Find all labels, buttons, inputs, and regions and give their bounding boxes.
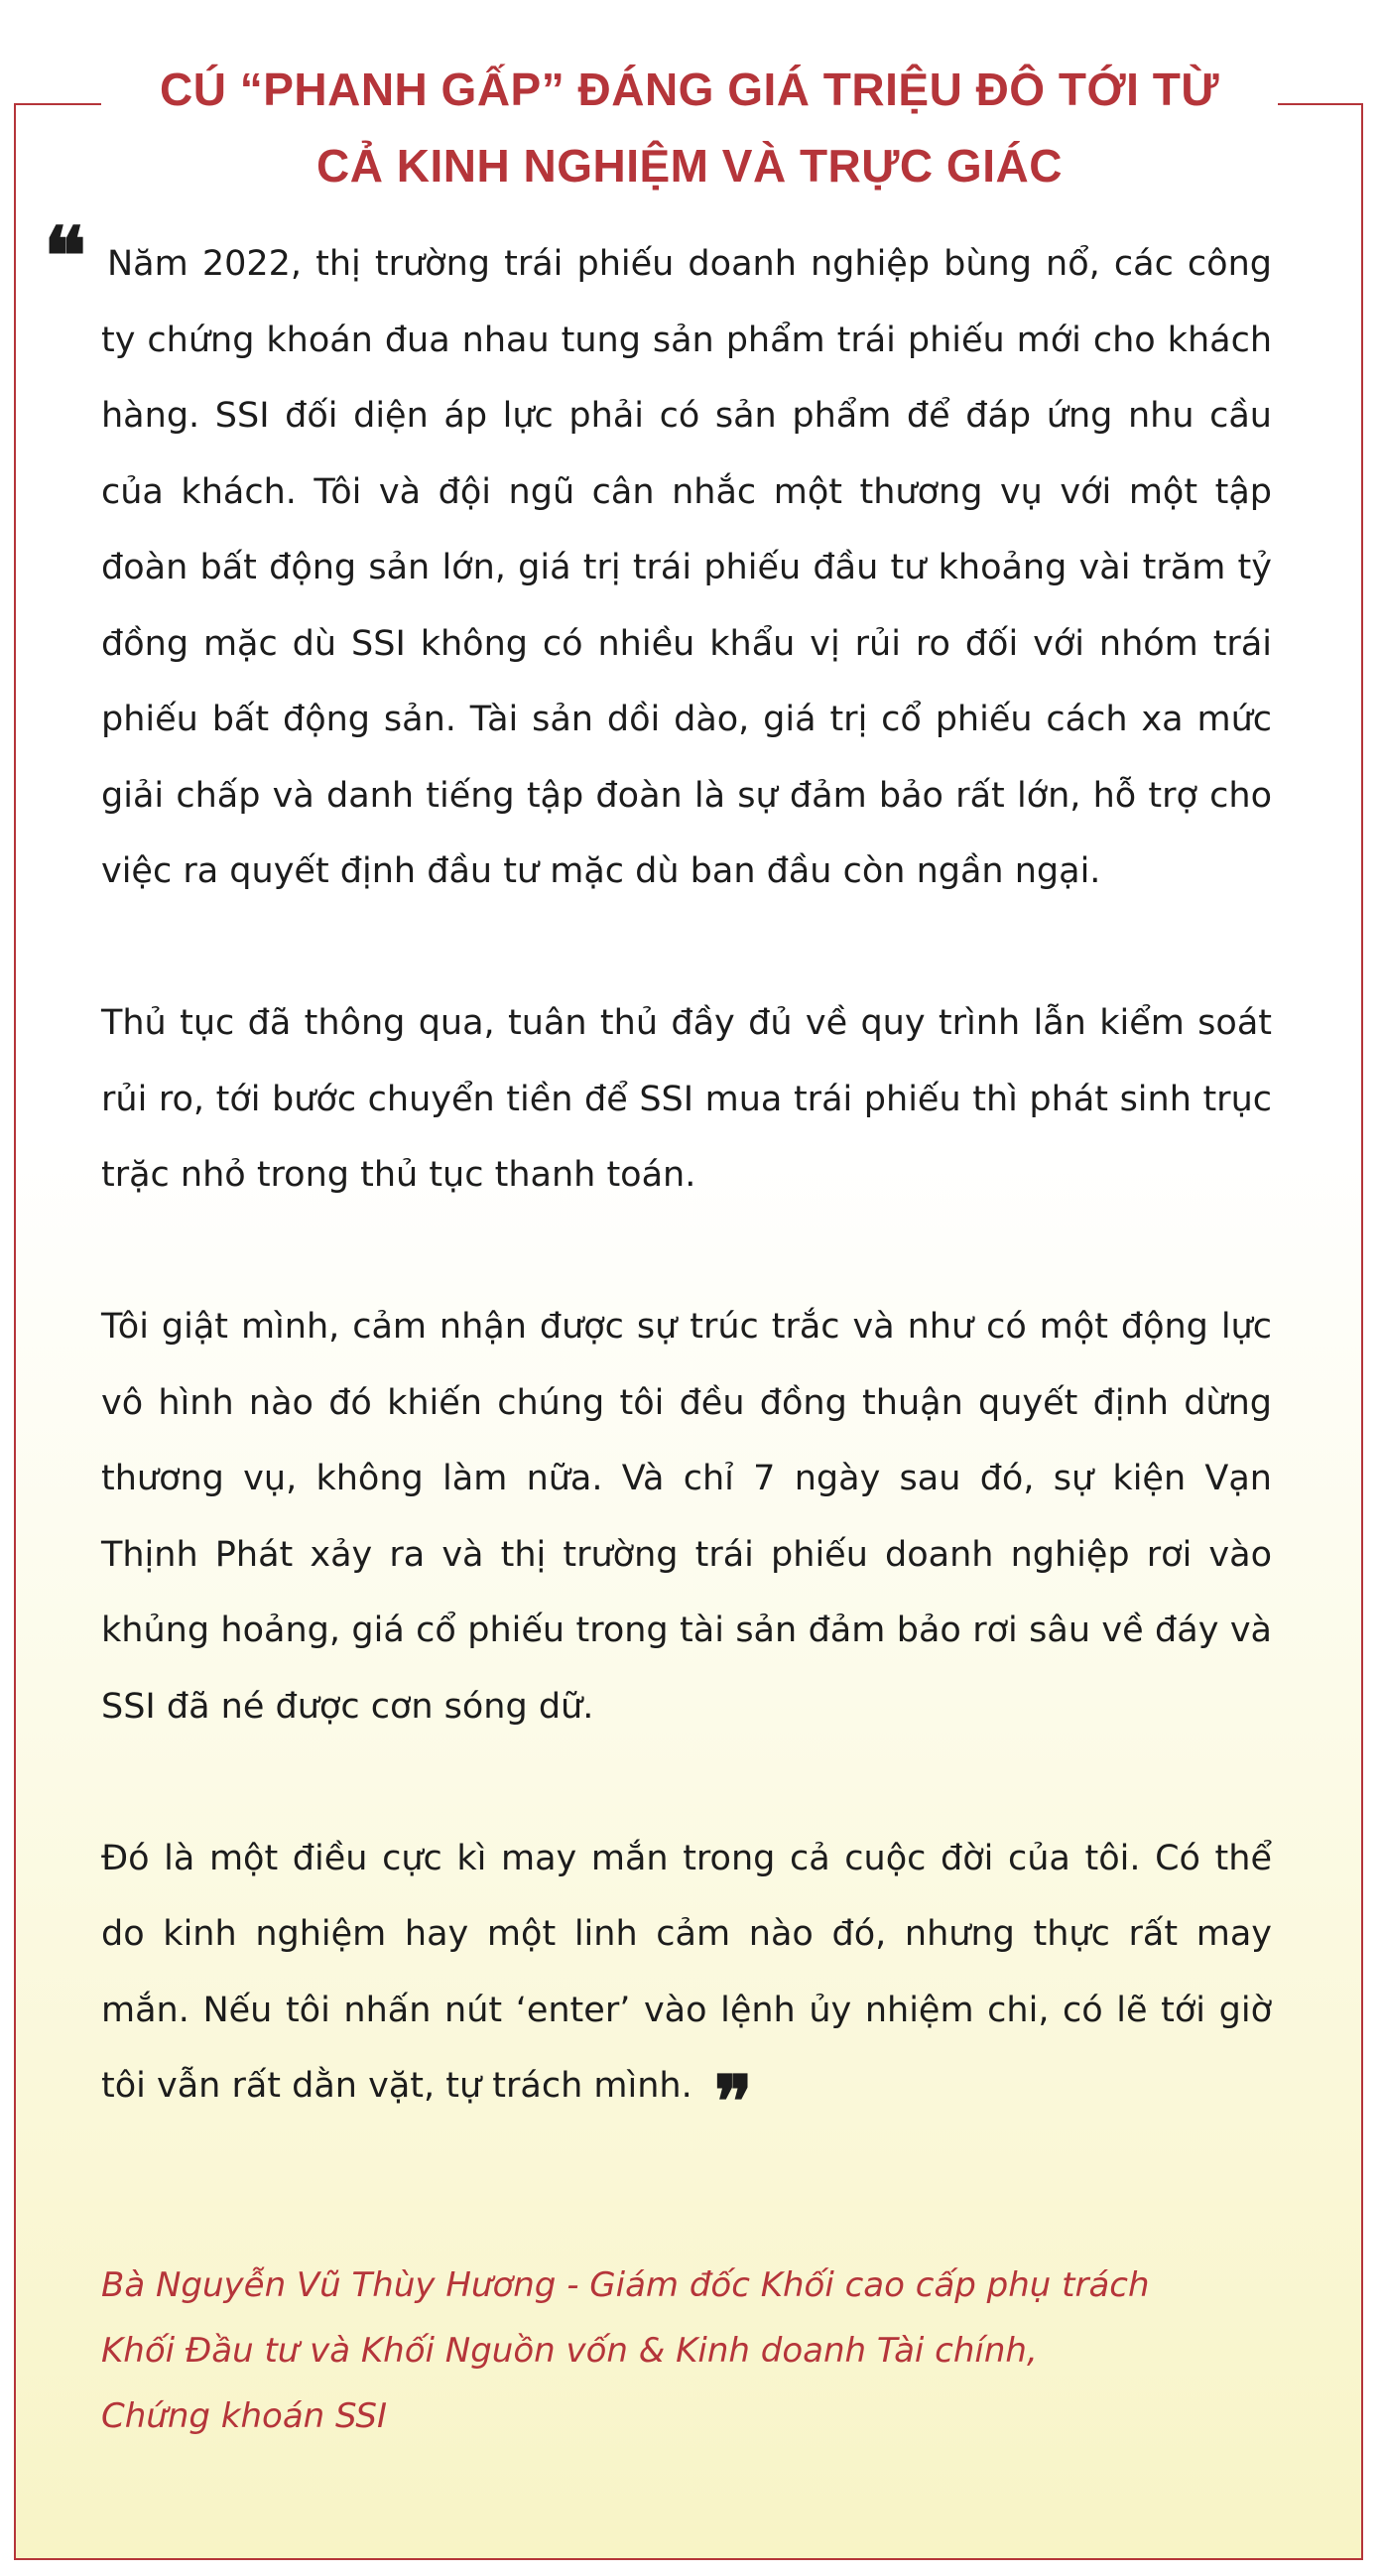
author-attribution	[101, 2253, 1272, 2449]
quote-paragraph-4	[101, 1821, 1272, 2143]
quote-paragraph-1: Năm 2022, thị trường trái phiếu doanh nghiệp bùng nổ, các công ty chứng khoán đua nhau tung sản phẩm trái phiếu mới cho khách hàng. SSI đối diện áp lực phải có sản phẩm để đáp ứng nhu cầu của khách. Tôi và đội ngũ cân nhắc một thương vụ với một tập đoàn bất động sản lớn, giá trị trái phiếu đầu tư khoảng vài trăm tỷ đồng mặc dù SSI không có nhiều khẩu vị rủi ro đối với nhóm trái phiếu bất động sản. Tài sản dồi dào, giá trị cổ phiếu cách xa mức giải chấp và danh tiếng tập đoàn là sự đảm bảo rất lớn, hỗ trợ cho việc ra quyết định đầu tư mặc dù ban đầu còn ngần ngại.	[101, 244, 1272, 891]
quote-paragraph-2: Thủ tục đã thông qua, tuân thủ đầy đủ về quy trình lẫn kiểm soát rủi ro, tới bước chuyển tiền để SSI mua trái phiếu thì phát sinh trục trặc nhỏ trong thủ tục thanh toán.	[101, 1003, 1272, 1195]
open-quote-icon: ❝	[44, 209, 79, 303]
page-title	[101, 52, 1278, 204]
author-line-1: Bà Nguyễn Vũ Thùy Hương - Giám đốc Khối cao cấp phụ trách	[101, 2265, 1150, 2305]
close-quote-icon: ❞	[713, 2059, 747, 2143]
quote-paragraph-3: Tôi giật mình, cảm nhận được sự trúc trắc và như có một động lực vô hình nào đó khiến chúng tôi đều đồng thuận quyết định dừng thương vụ, không làm nữa. Và chỉ 7 ngày sau đó, sự kiện Vạn Thịnh Phát xảy ra và thị trường trái phiếu doanh nghiệp rơi vào khủng hoảng, giá cổ phiếu trong tài sản đảm bảo rơi sâu về đáy và SSI đã né được cơn sóng dữ.	[101, 1307, 1272, 1727]
author-line-3: Chứng khoán SSI	[101, 2396, 387, 2436]
title-line-2: CẢ KINH NGHIỆM VÀ TRỰC GIÁC	[316, 140, 1063, 192]
author-line-2: Khối Đầu tư và Khối Nguồn vốn & Kinh doanh Tài chính,	[101, 2331, 1038, 2371]
title-line-1: CÚ “PHANH GẤP” ĐÁNG GIÁ TRIỆU ĐÔ TỚI TỪ	[159, 64, 1220, 115]
quote-paragraph-4-text: Đó là một điều cực kì may mắn trong cả cuộc đời của tôi. Có thể do kinh nghiệm hay một linh cảm nào đó, nhưng thực rất may mắn. Nếu tôi nhấn nút ‘enter’ vào lệnh ủy nhiệm chi, có lẽ tới giờ tôi vẫn rất dằn vặt, tự trách mình.	[101, 1838, 1272, 2106]
quote-body	[101, 226, 1272, 2200]
